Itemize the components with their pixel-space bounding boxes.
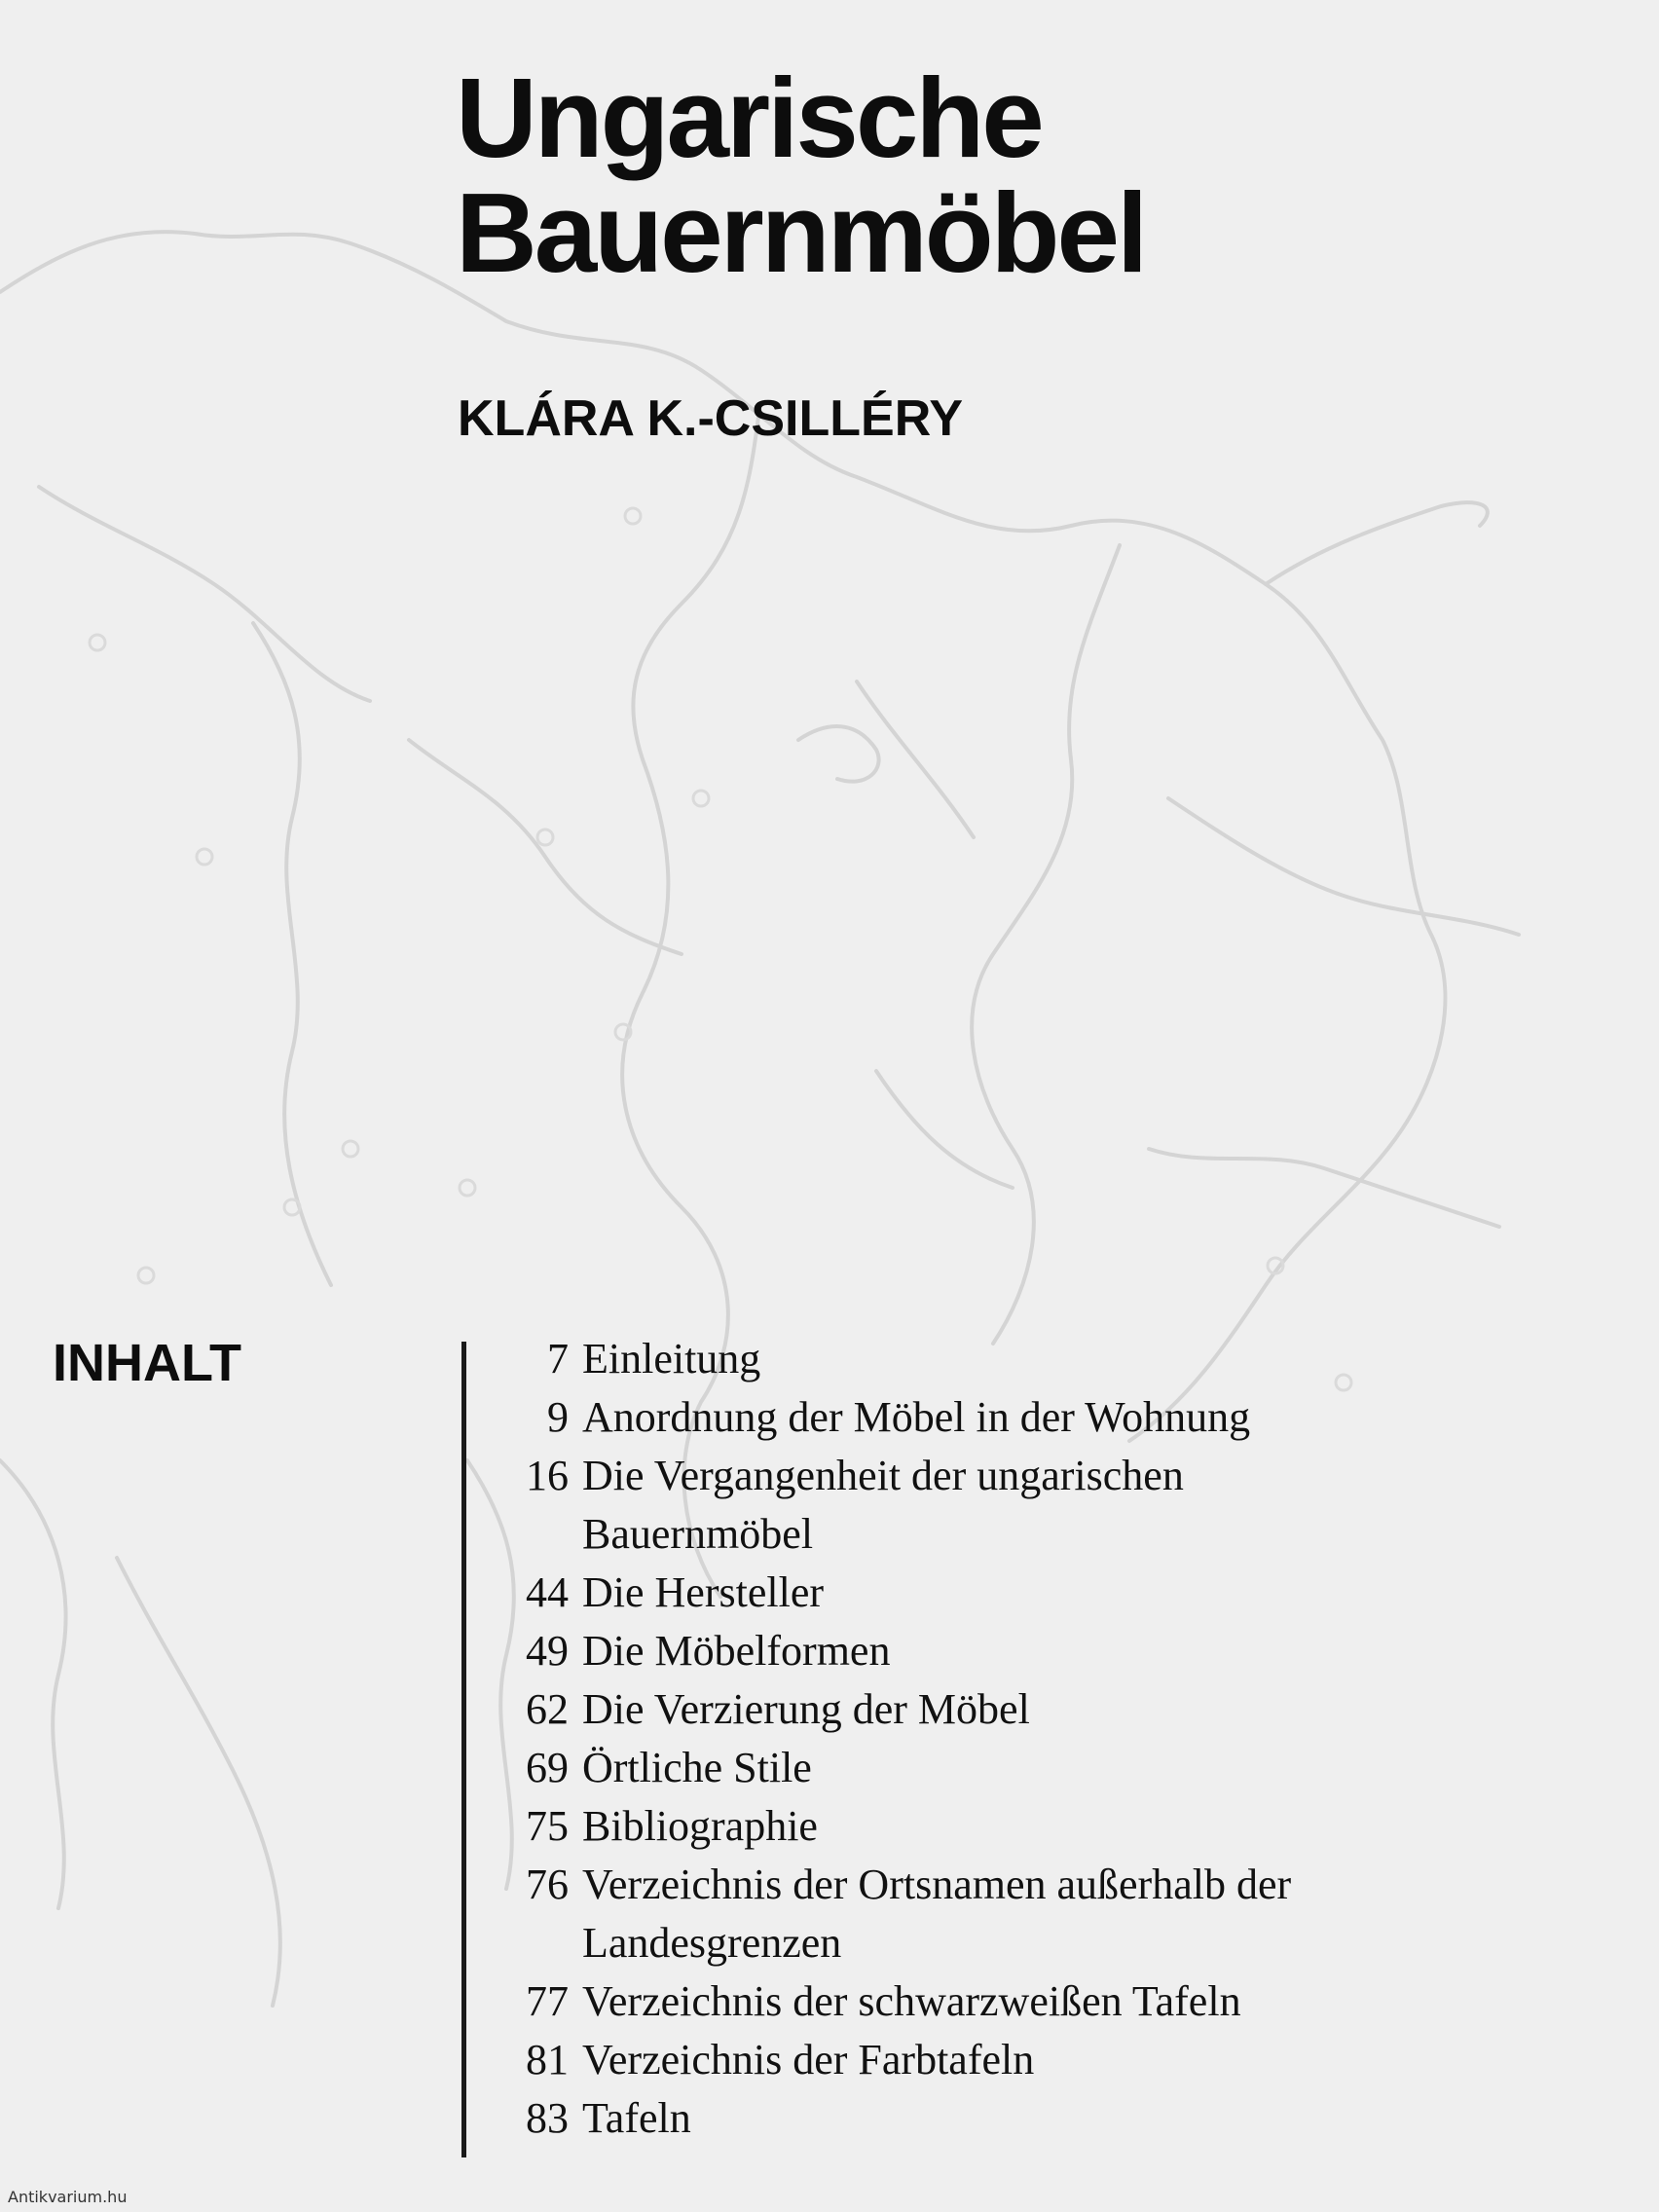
toc-entry-label: Bibliographie bbox=[582, 1802, 818, 1850]
toc-entry bbox=[487, 1797, 1616, 1856]
toc-entry bbox=[487, 1739, 1616, 1797]
toc-heading: INHALT bbox=[53, 1334, 241, 1392]
toc-entry-label: Tafeln bbox=[582, 2094, 691, 2142]
toc-entry-label: Einleitung bbox=[582, 1335, 761, 1382]
toc-entry bbox=[487, 1972, 1616, 2031]
toc-entry-label: Verzeichnis der Farbtafeln bbox=[582, 2036, 1035, 2083]
toc-page-number: 7 bbox=[547, 1335, 569, 1382]
toc-page-number: 49 bbox=[526, 1627, 569, 1675]
toc-page-number: 77 bbox=[526, 1977, 569, 2025]
toc-entry bbox=[487, 1330, 1616, 1388]
book-title-line-2: Bauernmöbel bbox=[456, 169, 1146, 296]
toc-entry bbox=[487, 1622, 1616, 1680]
toc-page-number: 44 bbox=[526, 1568, 569, 1616]
toc-entry-label: Die Verzierung der Möbel bbox=[582, 1685, 1030, 1733]
watermark: Antikvarium.hu bbox=[8, 2188, 128, 2206]
toc-page-number: 75 bbox=[526, 1802, 569, 1850]
toc-entry-label: Die Hersteller bbox=[582, 1568, 824, 1616]
book-title bbox=[456, 55, 1146, 296]
toc-entry-label: Anordnung der Möbel in der Wohnung bbox=[582, 1393, 1251, 1441]
toc-entry-label: Die Vergangenheit der ungarischen Bauernmöbel bbox=[582, 1452, 1184, 1558]
toc-divider bbox=[461, 1342, 466, 2157]
toc-entry bbox=[487, 1564, 1616, 1622]
author-name: KLÁRA K.-CSILLÉRY bbox=[458, 390, 964, 447]
toc-page-number: 62 bbox=[526, 1685, 569, 1733]
toc-entry-label: Die Möbelformen bbox=[582, 1627, 891, 1675]
toc-page-number: 83 bbox=[526, 2094, 569, 2142]
toc-entry-label: Verzeichnis der Ortsnamen außerhalb der Landesgrenzen bbox=[582, 1861, 1292, 1967]
toc-entry bbox=[487, 1388, 1616, 1447]
table-of-contents bbox=[487, 1330, 1616, 2148]
toc-entry bbox=[487, 2031, 1616, 2089]
toc-page-number: 9 bbox=[547, 1393, 569, 1441]
toc-entry bbox=[487, 1856, 1616, 1972]
toc-entry bbox=[487, 2089, 1616, 2148]
toc-entry-label: Örtliche Stile bbox=[582, 1744, 812, 1791]
toc-page-number: 81 bbox=[526, 2036, 569, 2083]
book-title-line-1: Ungarische bbox=[456, 55, 1042, 181]
toc-entry-label: Verzeichnis der schwarzweißen Tafeln bbox=[582, 1977, 1241, 2025]
toc-page-number: 69 bbox=[526, 1744, 569, 1791]
toc-entry bbox=[487, 1447, 1616, 1564]
toc-page-number: 16 bbox=[526, 1452, 569, 1499]
toc-page-number: 76 bbox=[526, 1861, 569, 1908]
toc-entry bbox=[487, 1680, 1616, 1739]
